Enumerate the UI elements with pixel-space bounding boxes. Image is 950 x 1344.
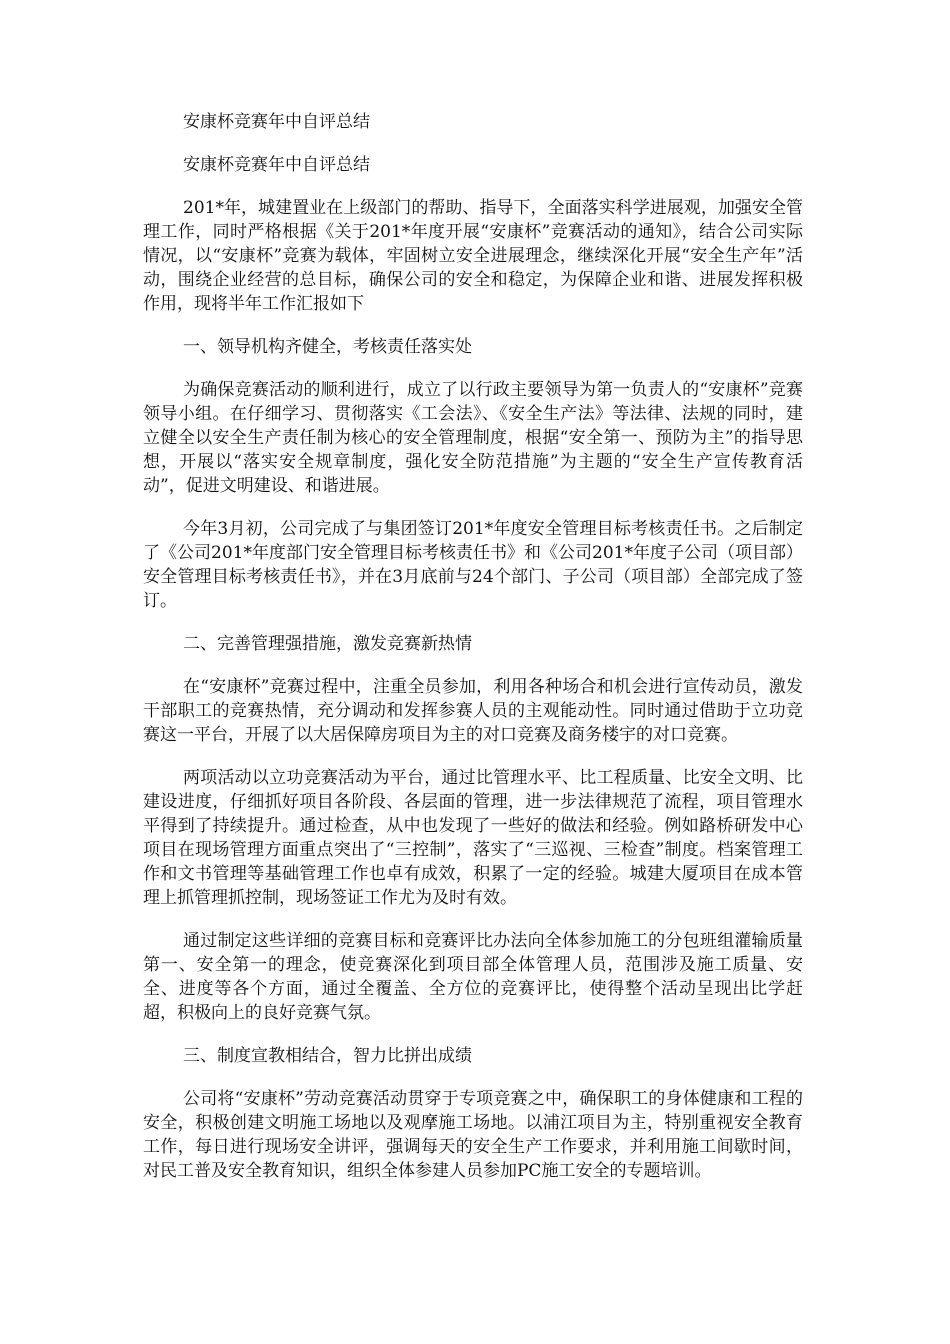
document-subtitle: 安康杯竞赛年中自评总结 [183,155,370,175]
intro-paragraph: 201*年，城建置业在上级部门的帮助、指导下，全面落实科学进展观，加强安全管理工作，同时严格根据《关于201*年度开展“安康杯”竞赛活动的通知》，结合公司实际情况，以“安康杯”竞赛为载体，牢固树立安全进展理念，继续深化开展“安全生产年”活动，围绕企业经营的总目标，确保公司的安全和稳定，为保障企业和谐、进展发挥积极作用，现将半年工作汇报如下 [143,198,803,314]
document-title: 安康杯竞赛年中自评总结 [183,112,370,132]
body-paragraph: 今年3月初，公司完成了与集团签订201*年度安全管理目标考核责任书。之后制定了《公司201*年度部门安全管理目标考核责任书》和《公司201*年度子公司（项目部）安全管理目标考核责任书》，并在3月底前与24个部门、子公司（项目部）全部完成了签订。 [143,519,803,611]
body-paragraph: 两项活动以立功竞赛活动为平台，通过比管理水平、比工程质量、比安全文明、比建设进度，仔细抓好项目各阶段、各层面的管理，进一步法律规范了流程，项目管理水平得到了持续提升。通过检查，从中也发现了一些好的做法和经验。例如路桥研发中心项目在现场管理方面重点突出了“三控制”，落实了“三巡视、三检查”制度。档案管理工作和文书管理等基础管理工作也卓有成效，积累了一定的经验。城建大厦项目在成本管理上抓管理抓控制，现场签证工作尤为及时有效。 [143,768,803,908]
document-body [143,110,803,1202]
body-paragraph: 通过制定这些详细的竞赛目标和竞赛评比办法向全体参加施工的分包班组灌输质量第一、安全第一的理念，使竞赛深化到项目部全体管理人员，范围涉及施工质量、安全、进度等各个方面，通过全覆盖、全方位的竞赛评比，使得整个活动呈现出比学赶超，积极向上的良好竞赛气氛。 [143,931,803,1023]
body-paragraph: 为确保竞赛活动的顺利进行，成立了以行政主要领导为第一负责人的“安康杯”竞赛领导小组。在仔细学习、贯彻落实《工会法》、《安全生产法》等法律、法规的同时，建立健全以安全生产责任制为核心的安全管理制度，根据“安全第一、预防为主”的指导思想，开展以“落实安全规章制度，强化安全防范措施”为主题的“安全生产宣传教育活动”，促进文明建设、和谐进展。 [143,380,803,496]
section-heading-2: 二、完善管理强措施，激发竞赛新热情 [183,634,472,654]
section-heading-3: 三、制度宣教相结合，智力比拼出成绩 [183,1046,472,1066]
body-paragraph: 公司将“安康杯”劳动竞赛活动贯穿于专项竞赛之中，确保职工的身体健康和工程的安全，积极创建文明施工场地以及观摩施工场地。以浦江项目为主，特别重视安全教育工作，每日进行现场安全讲评，强调每天的安全生产工作要求，并利用施工间歇时间，对民工普及安全教育知识，组织全体参建人员参加PC施工安全的专题培训。 [143,1089,803,1181]
section-heading-1: 一、领导机构齐健全，考核责任落实处 [183,337,472,357]
body-paragraph: 在“安康杯”竞赛过程中，注重全员参加，利用各种场合和机会进行宣传动员，激发干部职工的竞赛热情，充分调动和发挥参赛人员的主观能动性。同时通过借助于立功竞赛这一平台，开展了以大居保障房项目为主的对口竞赛及商务楼宇的对口竞赛。 [143,677,803,745]
